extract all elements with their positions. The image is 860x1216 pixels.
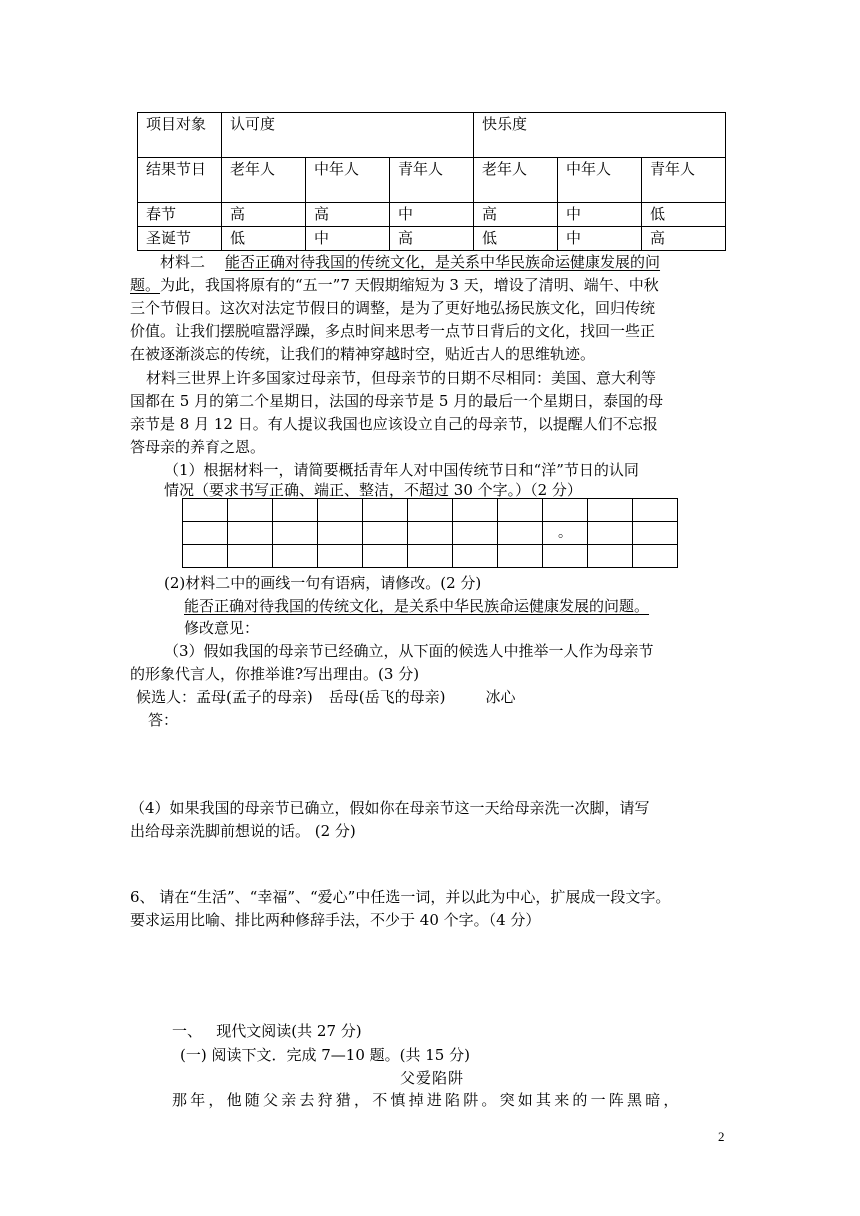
page-number: 2 — [718, 1129, 725, 1144]
grid-cell[interactable] — [228, 499, 273, 522]
grid-cell[interactable] — [408, 499, 453, 522]
section-heading: 一、 现代文阅读(共 27 分) — [172, 1022, 362, 1040]
q4-line-2: 出给母亲洗脚前想说的话。 (2 分) — [130, 822, 356, 840]
passage-first-line: 那年，他随父亲去狩猎，不慎掉进陷阱。突如其来的一阵黑暗， — [172, 1091, 682, 1109]
underlined-sentence-part-2: 题。 — [130, 276, 161, 294]
candidate-1: 孟母(孟子的母亲) — [196, 688, 313, 706]
table-cell: 青年人 — [642, 158, 726, 203]
grid-cell[interactable] — [633, 545, 678, 568]
survey-table — [137, 112, 726, 251]
table-cell: 低 — [222, 227, 306, 251]
grid-cell[interactable] — [318, 545, 363, 568]
table-cell: 快乐度 — [474, 113, 726, 158]
grid-cell[interactable] — [363, 499, 408, 522]
table-cell: 中 — [558, 203, 642, 227]
grid-cell[interactable] — [453, 499, 498, 522]
table-cell: 低 — [642, 203, 726, 227]
table-cell: 老年人 — [222, 158, 306, 203]
table-row — [138, 227, 726, 251]
material2-line-1 — [160, 251, 660, 273]
grid-cell[interactable] — [363, 522, 408, 545]
table-cell: 中年人 — [306, 158, 390, 203]
grid-row — [183, 545, 678, 568]
q3-candidates — [136, 686, 515, 708]
grid-cell[interactable] — [588, 499, 633, 522]
material2-line-4: 价值。让我们摆脱喧嚣浮躁，多点时间来思考一点节日背后的文化，找回一些正 — [130, 322, 656, 340]
grid-cell-period[interactable]: 。 — [543, 522, 588, 545]
table-cell: 项目对象 — [138, 113, 222, 158]
material2-line-5: 在被逐渐淡忘的传统，让我们的精神穿越时空，贴近古人的思维轨迹。 — [130, 345, 596, 363]
material3-line-3: 亲节是 8 月 12 日。有人提议我国也应该设立自己的母亲节，以提醒人们不忘报 — [130, 415, 658, 433]
material3-line-2: 国都在 5 月的第二个星期日，法国的母亲节是 5 月的最后一个星期日，泰国的母 — [130, 392, 664, 410]
answer-grid[interactable] — [182, 498, 678, 568]
grid-cell[interactable] — [183, 522, 228, 545]
table-row — [138, 203, 726, 227]
q6-line-1: 6、 请在“生活”、“幸福”、“爱心”中任选一词，并以此为中心，扩展成一段文字。 — [130, 888, 671, 906]
grid-cell[interactable] — [318, 499, 363, 522]
grid-cell[interactable] — [543, 545, 588, 568]
candidates-label: 候选人： — [136, 688, 197, 706]
material2-text: 为此，我国将原有的“五一”7 天假期缩短为 3 天，增设了清明、端午、中秋 — [160, 276, 659, 294]
q1-line-1: （1）根据材料一，请简要概括青年人对中国传统节日和“洋”节日的认同 — [164, 461, 639, 479]
grid-cell[interactable] — [498, 545, 543, 568]
candidate-3: 冰心 — [485, 688, 516, 706]
grid-cell[interactable] — [273, 499, 318, 522]
table-cell: 老年人 — [474, 158, 558, 203]
table-cell: 认可度 — [222, 113, 474, 158]
q2-revise-label: 修改意见： — [184, 619, 260, 637]
grid-cell[interactable] — [588, 522, 633, 545]
section-subheading: (一) 阅读下文．完成 7—10 题。(共 15 分) — [180, 1046, 470, 1064]
grid-cell[interactable] — [183, 499, 228, 522]
grid-cell[interactable] — [228, 522, 273, 545]
q4-line-1: （4）如果我国的母亲节已确立，假如你在母亲节这一天给母亲洗一次脚，请写 — [130, 799, 650, 817]
table-cell: 中 — [306, 227, 390, 251]
grid-cell[interactable] — [633, 522, 678, 545]
q2-underlined-sentence: 能否正确对待我国的传统文化，是关系中华民族命运健康发展的问题。 — [184, 597, 650, 615]
q3-line-2: 的形象代言人，你推举谁?写出理由。(3 分) — [130, 665, 420, 683]
table-cell: 高 — [222, 203, 306, 227]
q2-line-1: (2)材料二中的画线一句有语病，请修改。(2 分) — [164, 574, 482, 592]
material2-line-2 — [130, 274, 659, 296]
table-cell: 中 — [390, 203, 474, 227]
grid-cell[interactable] — [543, 499, 588, 522]
material2-label: 材料二 — [160, 253, 206, 271]
grid-cell[interactable] — [363, 545, 408, 568]
grid-cell[interactable] — [498, 499, 543, 522]
material3-line-1: 材料三世界上许多国家过母亲节，但母亲节的日期不尽相同：美国、意大利等 — [146, 369, 657, 387]
underlined-sentence-part-1: 能否正确对待我国的传统文化，是关系中华民族命运健康发展的问 — [225, 253, 661, 271]
grid-cell[interactable] — [633, 499, 678, 522]
q1-line-2: 情况（要求书写正确、端正、整洁，不超过 30 个字。）（2 分） — [164, 481, 582, 499]
table-cell: 圣诞节 — [138, 227, 222, 251]
grid-cell[interactable] — [318, 522, 363, 545]
table-cell: 高 — [390, 227, 474, 251]
material3-line-4: 答母亲的养育之恩。 — [130, 438, 266, 456]
grid-cell[interactable] — [453, 545, 498, 568]
grid-cell[interactable] — [453, 522, 498, 545]
q3-line-1: （3）假如我国的母亲节已经确立，从下面的候选人中推举一人作为母亲节 — [164, 642, 654, 660]
table-cell: 低 — [474, 227, 558, 251]
grid-cell[interactable] — [588, 545, 633, 568]
q6-line-2: 要求运用比喻、排比两种修辞手法，不少于 40 个字。（4 分） — [130, 911, 541, 929]
grid-row — [183, 522, 678, 545]
table-cell: 中 — [558, 227, 642, 251]
grid-cell[interactable] — [408, 545, 453, 568]
candidate-2: 岳母(岳飞的母亲) — [328, 688, 446, 706]
grid-cell[interactable] — [183, 545, 228, 568]
table-cell: 青年人 — [390, 158, 474, 203]
passage-title: 父爱陷阱 — [400, 1069, 465, 1087]
material2-line-3: 三个节假日。这次对法定节假日的调整，是为了更好地弘扬民族文化，回归传统 — [130, 299, 656, 317]
grid-cell[interactable] — [273, 545, 318, 568]
grid-cell[interactable] — [228, 545, 273, 568]
grid-cell[interactable] — [498, 522, 543, 545]
table-cell: 高 — [642, 227, 726, 251]
grid-cell[interactable] — [408, 522, 453, 545]
grid-cell[interactable] — [273, 522, 318, 545]
q3-answer-label: 答： — [148, 711, 179, 729]
table-cell: 结果节日 — [138, 158, 222, 203]
table-cell: 高 — [306, 203, 390, 227]
table-header-row-2 — [138, 158, 726, 203]
table-header-row-1 — [138, 113, 726, 158]
table-cell: 中年人 — [558, 158, 642, 203]
table-cell: 高 — [474, 203, 558, 227]
grid-row — [183, 499, 678, 522]
table-cell: 春节 — [138, 203, 222, 227]
